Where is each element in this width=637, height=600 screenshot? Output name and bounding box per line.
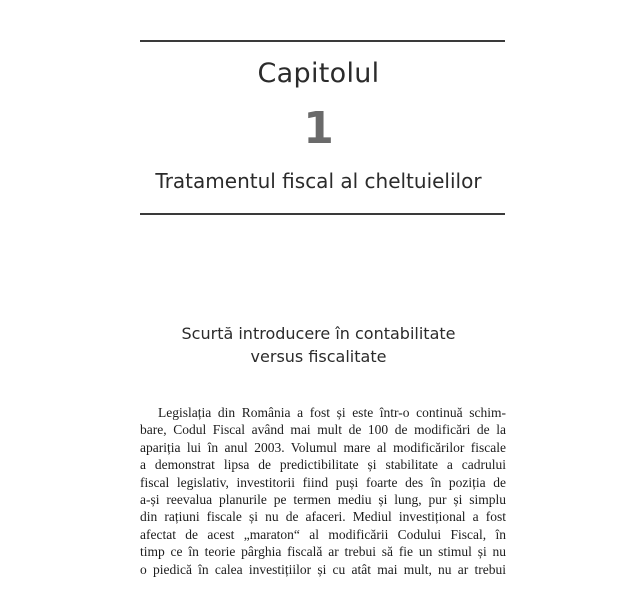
body-paragraph [140,404,506,578]
section-heading-line: versus fiscalitate [250,347,387,366]
paragraph-line: Legislația din România a fost și este într-o continuă schim- [158,405,506,420]
paragraph-line: a demonstrat lipsa de predictibilitate și stabilitate a cadrului [140,457,506,473]
section-heading [0,322,637,368]
section-heading-line: Scurtă introducere în contabilitate [181,324,456,343]
paragraph-line: din rațiuni fiscale și nu de afaceri. Mediul investițional a fost [140,509,506,525]
top-divider [140,40,505,42]
paragraph-line: o piedică în calea investițiilor și cu atât mai mult, nu ar trebui [140,561,506,577]
paragraph-line: timp ce în teorie pârghia fiscală ar trebui să fie un stimul și nu [140,544,506,560]
chapter-title: Tratamentul fiscal al cheltuielilor [155,169,482,193]
bottom-divider [140,213,505,215]
paragraph-line: afectat de acest „maraton“ al modificării Codului Fiscal, în [140,526,506,542]
paragraph-line: fiscal legislativ, investitorii fiind puși foarte des în poziția de [140,474,506,490]
chapter-number: 1 [303,103,334,154]
paragraph-line: bare, Codul Fiscal având mai mult de 100 de modificări de la [140,422,506,438]
chapter-label: Capitolul [257,58,380,89]
paragraph-line: apariția lui în anul 2003. Volumul mare al modificărilor fiscale [140,439,506,455]
paragraph-line: a-și reevalua planurile pe termen mediu și lung, pur și simplu [140,492,506,508]
